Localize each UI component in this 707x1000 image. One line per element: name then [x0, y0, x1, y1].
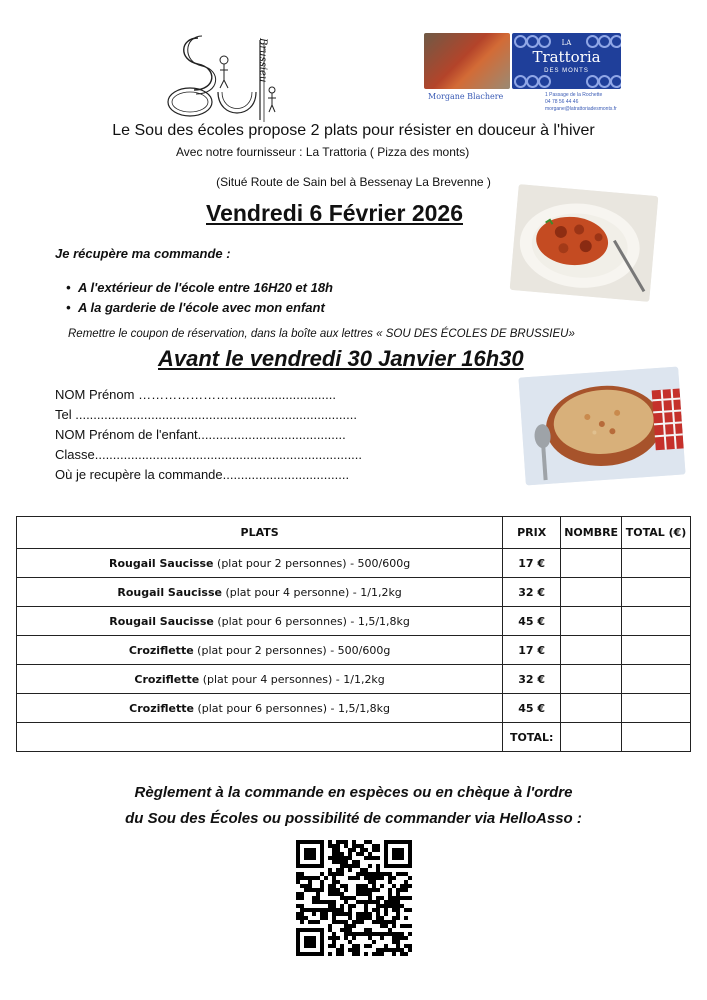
payment-line-1: Règlement à la commande en espèces ou en chèque à l'ordre — [134, 784, 573, 801]
plats-table — [16, 516, 691, 752]
table-row — [17, 578, 691, 607]
price-cell: 32 € — [503, 578, 561, 607]
total-cell[interactable] — [622, 665, 691, 694]
quantity-cell[interactable] — [561, 549, 622, 578]
table-row — [17, 607, 691, 636]
price-cell: 32 € — [503, 665, 561, 694]
total-cell[interactable] — [622, 578, 691, 607]
total-row-empty — [17, 723, 503, 752]
trattoria-address: 1 Passage de la Rochette — [545, 92, 603, 98]
price-cell: 17 € — [503, 549, 561, 578]
price-cell: 45 € — [503, 607, 561, 636]
dish-name: Rougail Saucisse — [109, 614, 214, 628]
trattoria-logo — [512, 33, 621, 89]
location-value: (Situé Route de Sain bel à Bessenay La Brevenne ) — [216, 175, 491, 189]
supplier-text: Avec notre fournisseur : La Trattoria ( Pizza des monts) — [176, 145, 470, 159]
total-label: TOTAL: — [503, 723, 561, 752]
total-cell[interactable] — [622, 549, 691, 578]
table-header-row — [17, 517, 691, 549]
pickup-option: • A l'extérieur de l'école entre 16H20 et 18h — [66, 280, 333, 295]
dish-detail: (plat pour 4 personne) - 1/1,2kg — [221, 585, 402, 599]
trattoria-logo-subtitle: DES MONTS — [544, 68, 589, 74]
dish-name: Croziflette — [129, 701, 194, 715]
table-row — [17, 636, 691, 665]
trattoria-contact — [545, 92, 617, 113]
pickup-title: Je récupère ma commande : — [55, 246, 231, 261]
croziflette-photo — [518, 367, 685, 486]
trattoria-food-photo — [424, 33, 510, 89]
dish-detail: (plat pour 6 personnes) - 1,5/1,8kg — [193, 701, 391, 715]
total-amount-cell[interactable] — [622, 723, 691, 752]
price-cell: 45 € — [503, 694, 561, 723]
quantity-cell[interactable] — [561, 578, 622, 607]
quantity-cell[interactable] — [561, 607, 622, 636]
trattoria-phone: 04 78 56 44 46 — [545, 99, 579, 105]
dish-detail: (plat pour 2 personnes) - 500/600g — [213, 556, 411, 570]
coupon-instructions: Remettre le coupon de réservation, dans la boîte aux lettres « SOU DES ÉCOLES DE BRUSSIEU» — [68, 328, 575, 340]
rougail-photo — [510, 184, 659, 302]
price-cell: 17 € — [503, 636, 561, 665]
form-field-pickup-place[interactable]: Où je recupère la commande................................... — [55, 467, 350, 482]
total-cell[interactable] — [622, 607, 691, 636]
payment-info — [0, 780, 707, 832]
table-row — [17, 549, 691, 578]
pickup-option: • A la garderie de l'école avec mon enfant — [66, 300, 325, 315]
form-field-class[interactable]: Classe.......................................................................... — [55, 447, 363, 462]
table-total-row — [17, 723, 691, 752]
sou-logo-village: Brussieu — [257, 38, 268, 83]
quantity-cell[interactable] — [561, 694, 622, 723]
table-row — [17, 665, 691, 694]
dish-detail: (plat pour 4 personnes) - 1/1,2kg — [199, 672, 385, 686]
header-nombre: NOMBRE — [561, 517, 622, 549]
pickup-option-label: A la garderie de l'école avec mon enfant — [78, 300, 325, 315]
form-field-name[interactable]: NOM Prénom …………………….......................... — [55, 387, 336, 402]
dish-name: Croziflette — [128, 643, 194, 657]
dish-cell — [17, 665, 503, 694]
sou-logo — [160, 30, 300, 125]
delivery-date: Vendredi 6 Février 2026 — [206, 200, 463, 226]
pickup-list — [66, 278, 333, 318]
intro-text: Le Sou des écoles propose 2 plats pour résister en douceur à l'hiver — [112, 122, 595, 139]
pickup-option-label: A l'extérieur de l'école entre 16H20 et 18h — [78, 280, 333, 295]
dish-detail: (plat pour 6 personnes) - 1,5/1,8kg — [213, 614, 410, 628]
deadline: Avant le vendredi 30 Janvier 16h30 — [158, 346, 524, 371]
dish-cell — [17, 607, 503, 636]
total-cell[interactable] — [622, 694, 691, 723]
form-field-tel[interactable]: Tel .............................................................................. — [55, 407, 357, 422]
location-text — [0, 175, 707, 189]
table-row — [17, 694, 691, 723]
sou-logo-letters: Sou — [160, 30, 162, 31]
trattoria-logo-la: LA — [561, 39, 572, 47]
dish-cell — [17, 549, 503, 578]
trattoria-person: Morgane Blachere — [428, 92, 504, 101]
form-field-child-name[interactable]: NOM Prénom de l'enfant......................................... — [55, 427, 346, 442]
total-quantity-cell[interactable] — [561, 723, 622, 752]
trattoria-logo-name: Trattoria — [522, 48, 611, 66]
header-plats: PLATS — [17, 517, 503, 549]
header-total: TOTAL (€) — [622, 517, 691, 549]
quantity-cell[interactable] — [561, 636, 622, 665]
dish-name: Croziflette — [134, 672, 200, 686]
payment-line-2: du Sou des Écoles ou possibilité de commander via HelloAsso : — [125, 810, 582, 827]
order-form — [55, 385, 362, 485]
trattoria-email: morgane@latrattoriadesmonts.fr — [545, 106, 617, 112]
header-prix: PRIX — [503, 517, 561, 549]
total-cell[interactable] — [622, 636, 691, 665]
dish-cell — [17, 578, 503, 607]
dish-detail: (plat pour 2 personnes) - 500/600g — [193, 643, 391, 657]
dish-cell — [17, 636, 503, 665]
quantity-cell[interactable] — [561, 665, 622, 694]
dish-name: Rougail Saucisse — [108, 556, 214, 570]
helloasso-qr-code[interactable] — [296, 840, 412, 956]
dish-cell — [17, 694, 503, 723]
dish-name: Rougail Saucisse — [117, 585, 222, 599]
